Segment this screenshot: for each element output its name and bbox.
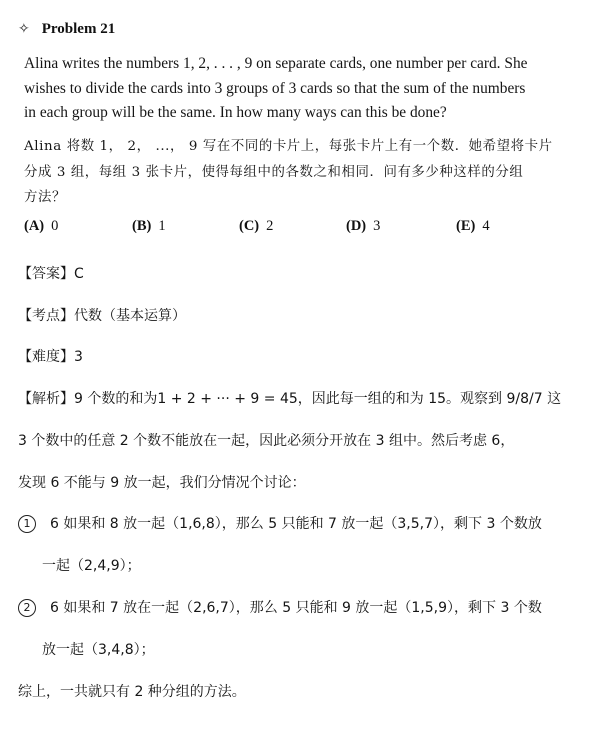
- answer-choices: [24, 216, 584, 240]
- problem-title: Problem 21: [41, 20, 116, 37]
- choice-c: [239, 218, 273, 235]
- case-one: [18, 513, 542, 533]
- english-line: in each group will be the same. In how many ways can this be done?: [24, 104, 447, 121]
- english-line: wishes to divide the cards into 3 groups of 3 cards so that the sum of the numbers: [24, 79, 526, 97]
- problem-statement-chinese: [24, 134, 584, 211]
- choice-value: 0: [51, 218, 59, 234]
- answer-line: 【答案】C: [18, 266, 84, 282]
- choice-label: (B): [132, 218, 152, 234]
- chinese-line: Alina 将数 1， 2， ...， 9 写在不同的卡片上，每张卡片上有一个数．她希望将卡片: [24, 139, 553, 154]
- choice-d: [346, 218, 380, 235]
- difficulty-line: 【难度】3: [18, 349, 83, 365]
- choice-label: (C): [239, 218, 260, 234]
- problem-statement-english: [24, 52, 572, 126]
- choice-value: 4: [482, 218, 490, 234]
- choice-value: 3: [373, 218, 381, 234]
- diamond-outline-icon: ✧: [18, 21, 30, 37]
- choice-label: (E): [456, 218, 476, 234]
- conclusion-line: 综上，一共就只有 2 种分组的方法。: [18, 684, 246, 700]
- case-line: 一起（2,4,9）；: [42, 558, 141, 574]
- analysis-line: 3 个数中的任意 2 个数不能放在一起，因此必须分开放在 3 组中。然后考虑 6，: [18, 433, 515, 449]
- circled-number-marker: 1: [18, 515, 36, 533]
- choice-e: [456, 218, 490, 235]
- circled-number-marker: 2: [18, 599, 36, 617]
- choice-a: [24, 218, 58, 235]
- english-line: Alina writes the numbers 1, 2, . . . , 9 on separate cards, one number per card. She: [24, 55, 528, 72]
- choice-b: [132, 218, 166, 235]
- topic-line: 【考点】代数（基本运算）: [18, 308, 186, 324]
- choice-value: 1: [158, 218, 166, 234]
- case-two: [18, 597, 542, 617]
- choice-label: (D): [346, 218, 367, 234]
- chinese-line: 方法？: [24, 190, 66, 205]
- case-line: 6 如果和 8 放一起（1,6,8），那么 5 只能和 7 放一起（3,5,7），剩下 3 个数放: [50, 516, 542, 532]
- analysis-line: 发现 6 不能与 9 放一起，我们分情况个讨论：: [18, 475, 306, 491]
- analysis-line: 【解析】9 个数的和为1 + 2 + ··· + 9 = 45，因此每一组的和为 15。观察到 9/8/7 这: [18, 391, 562, 407]
- choice-value: 2: [266, 218, 274, 234]
- case-line: 6 如果和 7 放在一起（2,6,7），那么 5 只能和 9 放一起（1,5,9），剩下 3 个数: [50, 600, 542, 616]
- choice-label: (A): [24, 218, 45, 234]
- problem-header: [18, 18, 115, 40]
- case-line: 放一起（3,4,8）；: [42, 642, 155, 658]
- chinese-line: 分成 3 组，每组 3 张卡片，使得每组中的各数之和相同．问有多少种这样的分组: [24, 164, 524, 180]
